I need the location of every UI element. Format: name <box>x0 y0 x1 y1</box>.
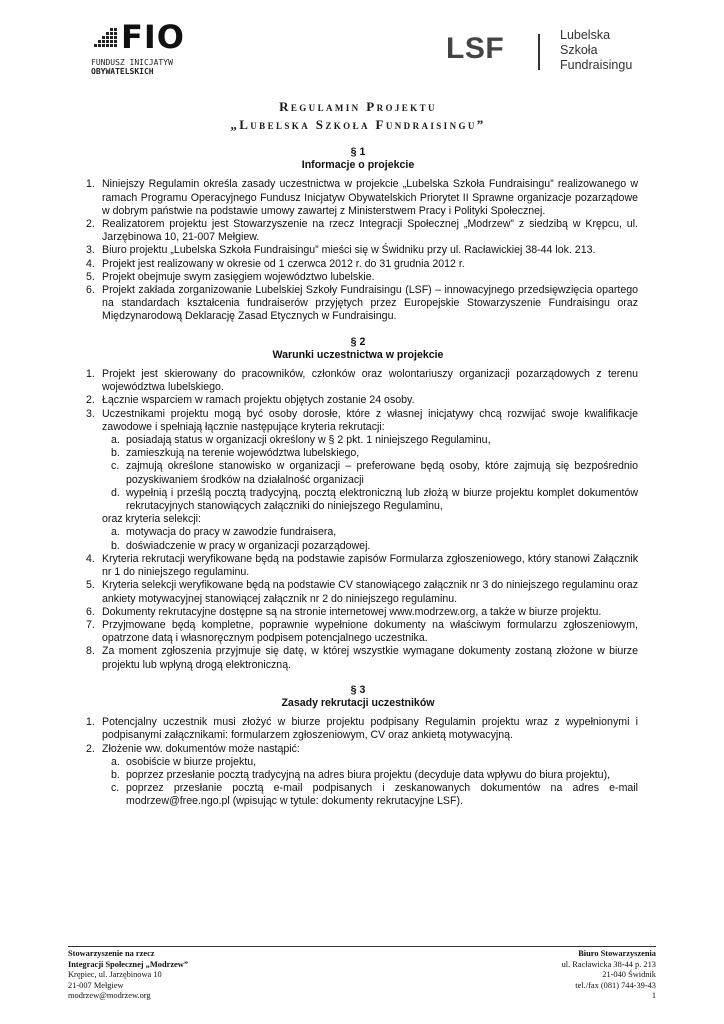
list-item: 2. Łącznie wsparciem w ramach projektu objętych zostanie 24 osoby. <box>86 394 415 407</box>
list-item: 6. Dokumenty rekrutacyjne dostępne są na stronie internetowej www.modrzew.org, a także w biurze projektu. <box>86 605 602 618</box>
list-item: a. motywacja do pracy w zawodzie fundraisera, <box>111 526 337 539</box>
lsf-mark: LSF <box>446 32 505 65</box>
fio-dots-icon <box>88 26 118 54</box>
list-item: 3. Biuro projektu „Lubelska Szkoła Fundraisingu” mieści się w Świdniku przy ul. Racławickiej 38-44 lok. 213. <box>86 244 596 257</box>
item-text: Niniejszy Regulamin określa zasady uczestnictwa w projekcie „Lubelska Szkoła Fundraisingu” realizowanego w ramach Programu Operacyjnego Fundusz Inicjatyw Obywatelskich Priorytet II Sprawne organizacje pozarządowe w dobrym państwie na podstawie umowy zawartej z Ministerstwem Pracy i Polityki Społecznej. <box>102 178 638 217</box>
list-item: 2. Złożenie ww. dokumentów może nastąpić: a. osobiście w biurze projektu, b. poprzez przesłanie pocztą tradycyjną na adres biura projektu (decyduje data wpływu do biura projektu), c. poprzez przesłanie pocztą e-mail podpisanych i zeskanowanych dokumentów na adres e-mail modrzew@free.ngo.pl (wpisując w tytule: dokumenty rekrutacyjne LSF). <box>78 743 638 809</box>
item-text: poprzez przesłanie pocztą e-mail podpisanych i zeskanowanych dokumentów na adres e-mail modrzew@free.ngo.pl (wpisując w tytule: dokumenty rekrutacyjne LSF). <box>126 782 638 808</box>
document-title-line2: „Lubelska Szkoła Fundraisingu” <box>230 117 486 132</box>
document-title-line1: Regulamin Projektu <box>279 99 437 114</box>
lsf-logo <box>446 30 666 76</box>
document-body <box>78 98 638 809</box>
fio-logo <box>88 18 208 80</box>
list-item: 5. Kryteria selekcji weryfikowane będą na podstawie CV stanowiącego załącznik nr 3 do niniejszego regulaminu oraz ankiety motywacyjnej stanowiącej załącznik nr 2 do niniejszego regulaminu. <box>86 579 638 605</box>
section-1-title: Informacje o projekcie <box>301 159 415 172</box>
lsf-name-line2: Szkoła <box>560 43 598 57</box>
item-text: Projekt jest skierowany do pracowników, członków oraz wolontariuszy organizacji pozarządowych z terenu województwa lubelskiego. <box>102 368 638 394</box>
footer-org-line2: Integracji Społecznej „Modrzew” <box>68 959 189 969</box>
footer-address-line1: Krępiec, ul. Jarzębinowa 10 <box>68 970 162 980</box>
lsf-divider <box>538 34 540 70</box>
list-item: b. doświadczenie w pracy w organizacji pozarządowej. <box>111 539 371 552</box>
footer-org-line1: Stowarzyszenie na rzecz <box>68 949 155 958</box>
item-text: Dokumenty rekrutacyjne dostępne są na stronie internetowej www.modrzew.org, a także w biurze projektu. <box>102 605 602 618</box>
list-item: d. wypełnią i prześlą pocztą tradycyjną, pocztą elektroniczną lub złożą w biurze projektu komplet dokumentów rekrutacyjnych stanowiących załączniki do niniejszego Regulaminu, <box>111 486 638 513</box>
section-2-title: Warunki uczestnictwa w projekcie <box>272 348 444 361</box>
item-text: osobiście w biurze projektu, <box>126 755 257 768</box>
list-item: c. poprzez przesłanie pocztą e-mail podpisanych i zeskanowanych dokumentów na adres e-mail modrzew@free.ngo.pl (wpisując w tytule: dokumenty rekrutacyjne LSF). <box>111 782 638 808</box>
fio-subtitle-line2: OBYWATELSKICH <box>91 67 154 76</box>
list-item: a. osobiście w biurze projektu, <box>111 755 257 768</box>
list-item: 5. Projekt obejmuje swym zasięgiem województwo lubelskie. <box>86 270 375 283</box>
item-text: poprzez przesłanie pocztą tradycyjną na adres biura projektu (decyduje data wpływu do biura projektu), <box>126 768 611 781</box>
page-header <box>0 0 724 90</box>
list-item: 8. Za moment zgłoszenia przyjmuje się datę, w której wszystkie wymagane dokumenty zostaną złożone w biurze projektu lub wpłyną drogą elektroniczną. <box>86 645 638 671</box>
fio-mark: FIO <box>121 18 185 56</box>
page-footer <box>68 946 656 1001</box>
recruitment-criteria-list <box>78 434 638 513</box>
item-text: Za moment zgłoszenia przyjmuje się datę, w której wszystkie wymagane dokumenty zostaną złożone w biurze projektu lub wpłyną drogą elektroniczną. <box>102 645 638 671</box>
item-text: posiadają status w organizacji określony w § 2 pkt. 1 niniejszego Regulaminu, <box>126 434 491 447</box>
item-text: Projekt zakłada zorganizowanie Lubelskiej Szkoły Fundraisingu (LSF) – innowacyjnego przedsięwzięcia opartego na standardach kształcenia fundraiserów przyjętych przez Europejskie Stowarzyszenie Fundraisingu oraz Międzynarodową Deklarację Zasad Etycznych w Fundraisingu. <box>102 284 638 323</box>
lsf-school-name <box>560 28 632 73</box>
list-item: 1. Niniejszy Regulamin określa zasady uczestnictwa w projekcie „Lubelska Szkoła Fundraisingu” realizowanego w ramach Programu Operacyjnego Fundusz Inicjatyw Obywatelskich Priorytet II Sprawne organizacje pozarządowe w dobrym państwie na podstawie umowy zawartej z Ministerstwem Pracy i Polityki Społecznej. <box>86 178 638 217</box>
page-number: 1 <box>651 991 656 1001</box>
fio-subtitle <box>91 58 173 76</box>
item-text: Uczestnikami projektu mogą być osoby dorosłe, które z własnej inicjatywy chcą rozwijać swoje kwalifikacje zawodowe i spełniają łącznie następujące kryteria rekrutacji: <box>102 407 638 433</box>
list-item: 6. Projekt zakłada zorganizowanie Lubelskiej Szkoły Fundraisingu (LSF) – innowacyjnego przedsięwzięcia opartego na standardach kształcenia fundraiserów przyjętych przez Europejskie Stowarzyszenie Fundraisingu oraz Międzynarodową Deklarację Zasad Etycznych w Fundraisingu. <box>86 284 638 323</box>
footer-office-title: Biuro Stowarzyszenia <box>578 949 656 958</box>
list-item: 4. Kryteria rekrutacji weryfikowane będą na podstawie zapisów Formularza zgłoszeniowego, który stanowi Załącznik nr 1 do niniejszego regulaminu. <box>86 552 638 579</box>
lsf-name-line1: Lubelska <box>560 28 611 42</box>
footer-phone: tel./fax (081) 744-39-43 <box>575 980 656 990</box>
footer-address-line2: 21-007 Mełgiew <box>68 980 124 990</box>
item-text: Biuro projektu „Lubelska Szkoła Fundraisingu” mieści się w Świdniku przy ul. Racławickiej 38-44 lok. 213. <box>102 244 596 257</box>
submission-methods-list <box>78 756 638 809</box>
list-item: 2. Realizatorem projektu jest Stowarzyszenie na rzecz Integracji Społecznej „Modrzew” z siedzibą w Krępcu, ul. Jarzębinowa 10, 21-007 Mełgiew. <box>86 218 638 244</box>
item-text: Kryteria rekrutacji weryfikowane będą na podstawie zapisów Formularza zgłoszeniowego, który stanowi Załącznik nr 1 do niniejszego regulaminu. <box>102 552 638 579</box>
list-item: 4. Projekt jest realizowany w okresie od 1 czerwca 2012 r. do 31 grudnia 2012 r. <box>86 257 465 270</box>
list-item: c. zajmują określone stanowisko w organizacji – preferowane będą osoby, które zajmują się bezpośrednio pozyskiwaniem środków na działalność organizacji <box>111 460 638 486</box>
footer-office-address-line2: 21-040 Świdnik <box>602 970 656 980</box>
section-3-list <box>78 716 638 808</box>
item-text: Projekt jest realizowany w okresie od 1 czerwca 2012 r. do 31 grudnia 2012 r. <box>102 257 465 270</box>
section-2-number: § 2 <box>350 335 366 348</box>
item-text: wypełnią i prześlą pocztą tradycyjną, pocztą elektroniczną lub złożą w biurze projektu komplet dokumentów rekrutacyjnych stanowiących załączniki do niniejszego Regulaminu, <box>126 486 638 513</box>
section-3-title: Zasady rekrutacji uczestników <box>281 696 435 709</box>
item-text: Realizatorem projektu jest Stowarzyszenie na rzecz Integracji Społecznej „Modrzew” z siedzibą w Krępcu, ul. Jarzębinowa 10, 21-007 Mełgiew. <box>102 218 638 244</box>
footer-email: modrzew@modrzew.org <box>68 991 151 1001</box>
item-text: Łącznie wsparciem w ramach projektu objętych zostanie 24 osoby. <box>102 394 415 407</box>
item-text: Przyjmowane będą kompletne, poprawnie wypełnione dokumenty na właściwym formularzu zgłoszeniowym, opatrzone datą i własnoręcznym podpisem potencjalnego uczestnika. <box>102 618 638 645</box>
list-item: 1. Potencjalny uczestnik musi złożyć w biurze projektu podpisany Regulamin projektu wraz z wypełnionymi i podpisanymi załącznikami: formularzem zgłoszeniowym, CV oraz ankietą motywacyjną. <box>86 716 638 742</box>
footer-left <box>68 949 188 1002</box>
item-text: Złożenie ww. dokumentów może nastąpić: <box>102 742 300 755</box>
item-text: Kryteria selekcji weryfikowane będą na podstawie CV stanowiącego załącznik nr 3 do niniejszego regulaminu oraz ankiety motywacyjnej stanowiącej załącznik nr 2 do niniejszego regulaminu. <box>102 579 638 605</box>
list-item: b. poprzez przesłanie pocztą tradycyjną na adres biura projektu (decyduje data wpływu do biura projektu), <box>111 768 611 781</box>
item-text: Projekt obejmuje swym zasięgiem województwo lubelskie. <box>102 270 375 283</box>
list-item: a. posiadają status w organizacji określony w § 2 pkt. 1 niniejszego Regulaminu, <box>111 434 491 447</box>
list-item: 7. Przyjmowane będą kompletne, poprawnie wypełnione dokumenty na właściwym formularzu zgłoszeniowym, opatrzone datą i własnoręcznym podpisem potencjalnego uczestnika. <box>86 618 638 645</box>
list-item: 3. Uczestnikami projektu mogą być osoby dorosłe, które z własnej inicjatywy chcą rozwijać swoje kwalifikacje zawodowe i spełniają łącznie następujące kryteria rekrutacji: a. posiadają status w organizacji określony w § 2 pkt. 1 niniejszego Regulaminu, b. zamieszkują na terenie województwa lubelskiego, c. zajmują określone stanowisko w organizacji – preferowane będą osoby, które zajmują się bezpośrednio pozyskiwaniem środków na działalność organizacji d. wypełnią i prześlą pocztą tradycyjną, pocztą elektroniczną lub złożą w biurze projektu komplet dokumentów rekrutacyjnych stanowiących załączniki do niniejszego Regulaminu, oraz kryteria selekcji: a. motywacja do pracy w zawodzie fundraisera, b. doświadczenie w pracy w organizacji pozarządowej. <box>78 408 638 553</box>
item-text: zajmują określone stanowisko w organizacji – preferowane będą osoby, które zajmują się bezpośrednio pozyskiwaniem środków na działalność organizacji <box>126 460 638 486</box>
item-text: zamieszkują na terenie województwa lubelskiego, <box>126 447 360 460</box>
item-text: motywacja do pracy w zawodzie fundraisera, <box>126 526 337 539</box>
section-3-number: § 3 <box>350 683 366 696</box>
list-item: 1. Projekt jest skierowany do pracowników, członków oraz wolontariuszy organizacji pozarządowych z terenu województwa lubelskiego. <box>86 368 638 394</box>
section-1-number: § 1 <box>350 146 366 158</box>
selection-criteria-list <box>78 526 638 552</box>
item-text: doświadczenie w pracy w organizacji pozarządowej. <box>126 539 371 552</box>
footer-office-address-line1: ul. Racławicka 38-44 p. 213 <box>561 959 656 969</box>
list-item: b. zamieszkują na terenie województwa lubelskiego, <box>111 447 360 460</box>
item-text: Potencjalny uczestnik musi złożyć w biurze projektu podpisany Regulamin projektu wraz z wypełnionymi i podpisanymi załącznikami: formularzem zgłoszeniowym, CV oraz ankietą motywacyjną. <box>102 716 638 742</box>
section-1-list <box>78 178 638 323</box>
selection-criteria-label: oraz kryteria selekcji: <box>102 513 201 526</box>
lsf-name-line3: Fundraisingu <box>560 58 633 72</box>
fio-subtitle-line1: FUNDUSZ INICJATYW <box>91 58 173 67</box>
footer-right <box>562 949 656 1002</box>
section-2-list <box>78 368 638 672</box>
